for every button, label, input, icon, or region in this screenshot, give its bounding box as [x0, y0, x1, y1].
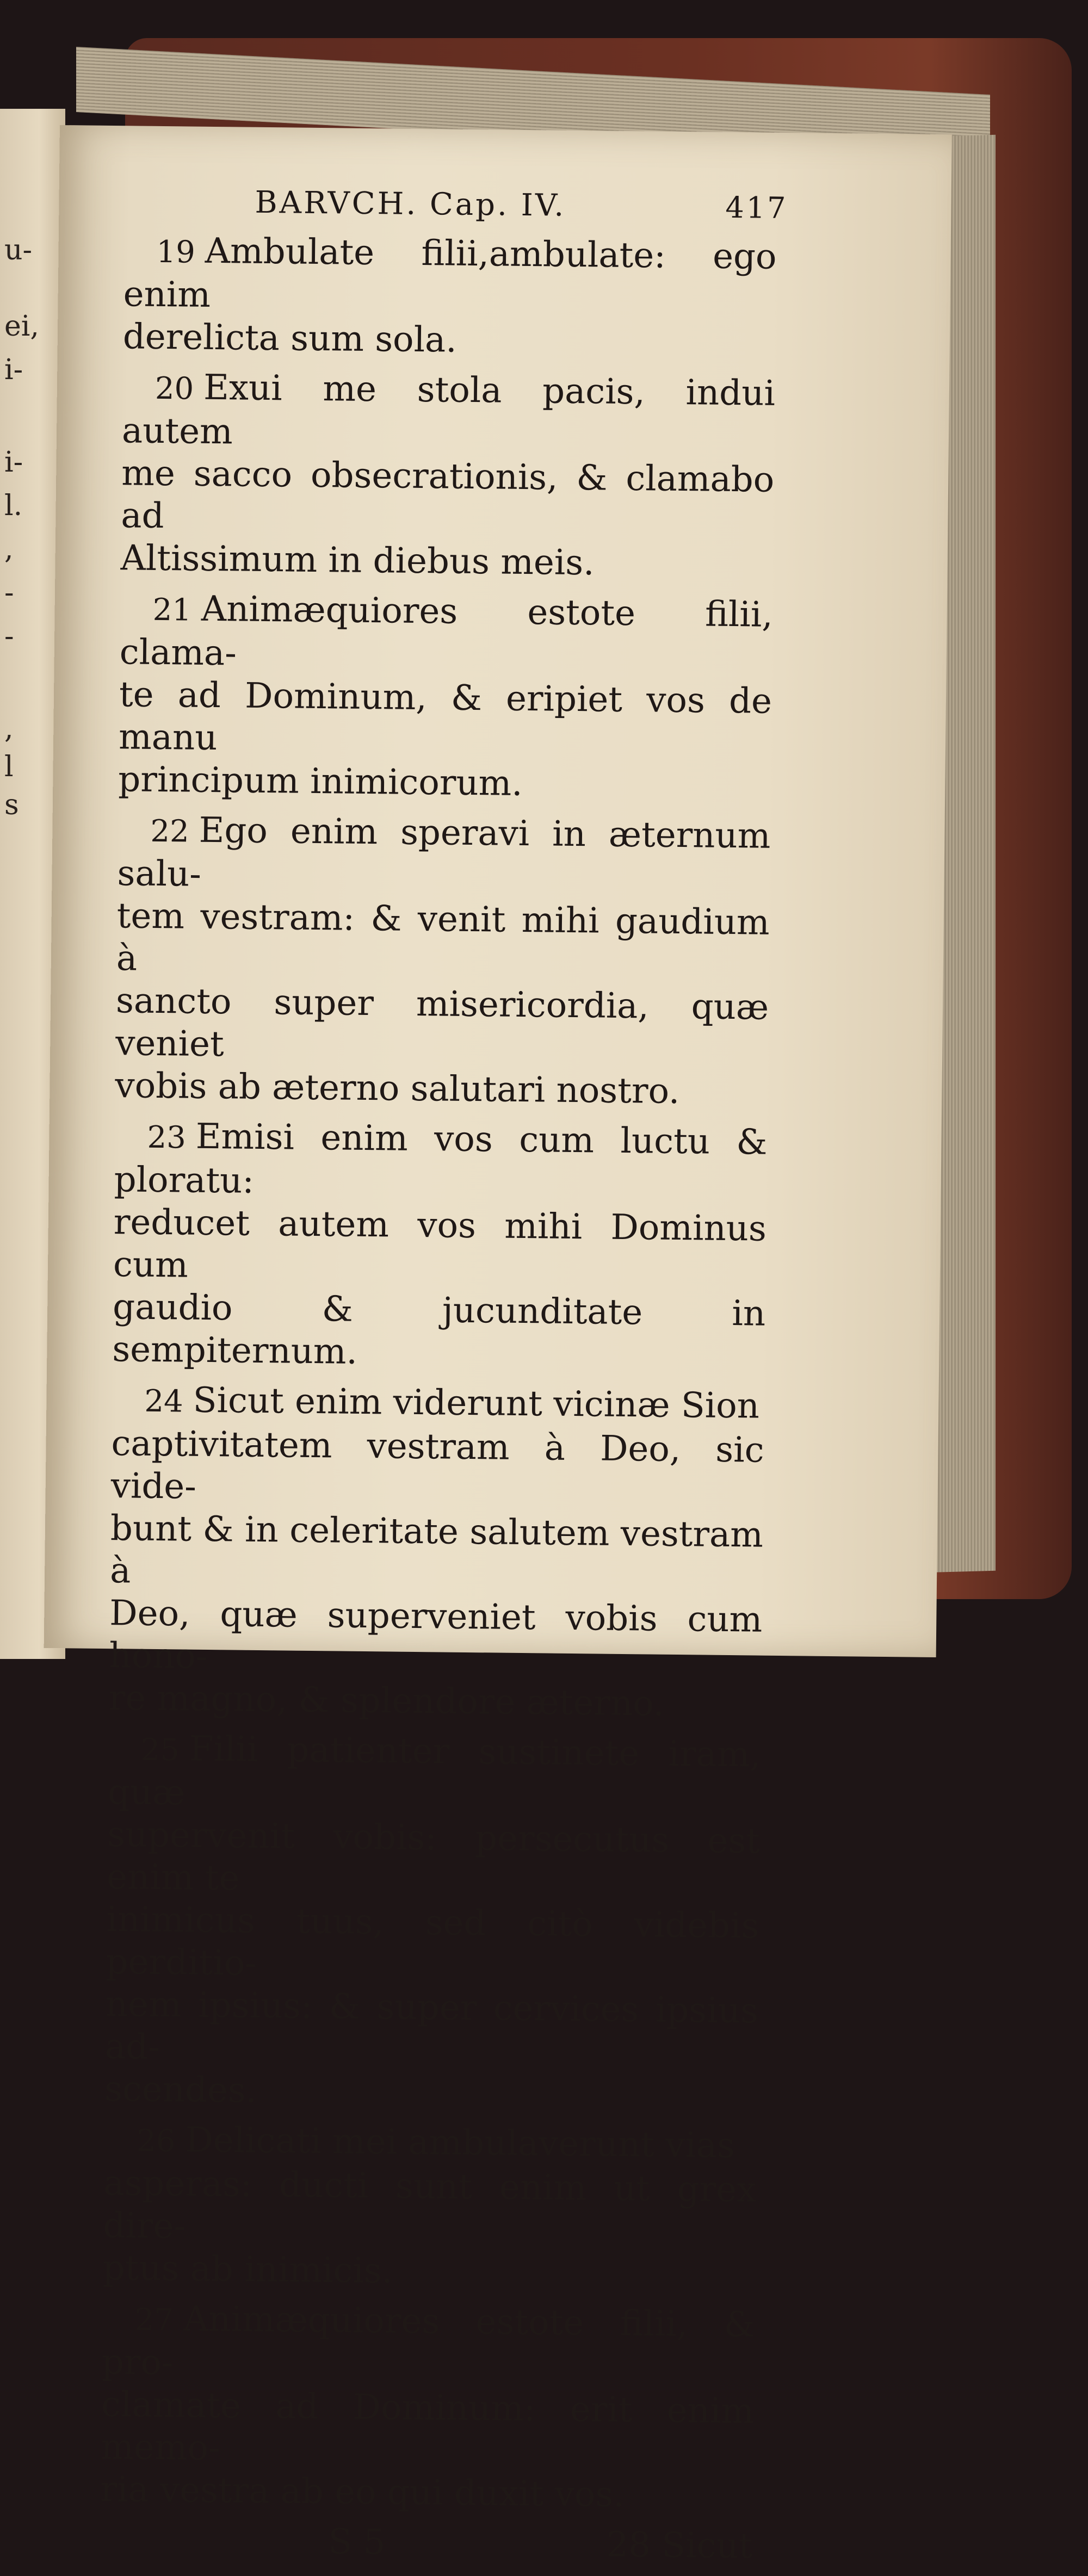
verse-number: 26: [136, 2123, 176, 2159]
verse: [100, 2297, 755, 2518]
verse: [108, 1378, 765, 1726]
margin-fragment: -: [4, 620, 14, 653]
margin-fragment: u-: [4, 234, 33, 267]
verse: [115, 808, 771, 1114]
verse-text: Animæquiores estote filii, & pro- clamate ad Dominum: erit enim memo- ria vestra ab eo qui duxit vos.: [100, 2299, 756, 2516]
signature-mark: S 5: [328, 2522, 386, 2563]
book-page: [44, 125, 952, 2567]
verse-text: Emisi enim vos cum luctu & ploratu: reducet autem vos mihi Dominus cum gaudio & jucunditate in sempiternum.: [112, 1116, 768, 1372]
verse-number: 19: [156, 234, 196, 270]
verse-number: 22: [150, 813, 190, 850]
verse-number: 27: [134, 2302, 174, 2338]
verse-number: 21: [152, 592, 192, 628]
margin-fragment: -: [4, 577, 14, 609]
verse-text: Exui me stola pacis, indui autem me sacco obsecrationis, & clamabo ad Altissimum in diebus meis.: [120, 367, 776, 584]
verse-number: 24: [144, 1383, 184, 1420]
verse: [123, 229, 777, 365]
margin-fragment: ,: [4, 533, 14, 566]
verse-number: 25: [140, 1732, 180, 1768]
margin-fragment: ei,: [4, 310, 39, 343]
page-text: [100, 180, 788, 2574]
verse: [104, 1727, 761, 2117]
verse: [102, 2118, 757, 2296]
margin-fragment: s: [4, 789, 19, 821]
running-head: BARVCH. Cap. IV.: [255, 184, 566, 224]
verse-text: Ambulate filii,ambulate: ego enim derelicta sum sola.: [122, 231, 777, 361]
verse: [120, 366, 775, 586]
margin-fragment: l.: [4, 490, 23, 522]
verse: [112, 1114, 768, 1378]
verse-text: Animæquiores estote filii, clama- te ad Dominum, & eripiet vos de manu principum inimicorum.: [118, 589, 774, 804]
catchword: 28 Sicut: [606, 2524, 753, 2567]
margin-fragment: ,: [4, 713, 14, 745]
verse-text: Filii patienter sustinete iram, quæ supervenit vobis: persecutus est enim te inimicus tuus, sed citò videbis perditio- nem ipsius: & super cervices ipsius ad- scendes.: [104, 1729, 762, 2111]
verse-number: 20: [154, 370, 194, 407]
verse: [118, 587, 773, 808]
margin-fragment: i-: [4, 446, 23, 479]
page-header: [124, 180, 788, 236]
page-number: 417: [725, 190, 788, 226]
verse-text: Delicati mei ambulaverunt vias asperas: ducti sunt enim ut grex dire- ptus ab inimicis.: [102, 2120, 757, 2292]
verse-text: Sicut enim viderunt vicinæ Sion captivitatem vestram à Deo, sic vide- bunt & in celeritate salutem vestram à Deo, quæ superveniet vobis cum hono- re magno, & splendore æterno.: [108, 1380, 764, 1724]
margin-fragment: l: [4, 751, 14, 783]
margin-fragment: i-: [4, 354, 23, 386]
verse-text: Ego enim speravi in æternum salu- tem vestram: & venit mihi gaudium à sancto super misericordia, quæ veniet vobis ab æterno salutari nostro.: [115, 810, 771, 1112]
page-footer: [100, 2518, 753, 2574]
verse-number: 23: [147, 1119, 187, 1156]
